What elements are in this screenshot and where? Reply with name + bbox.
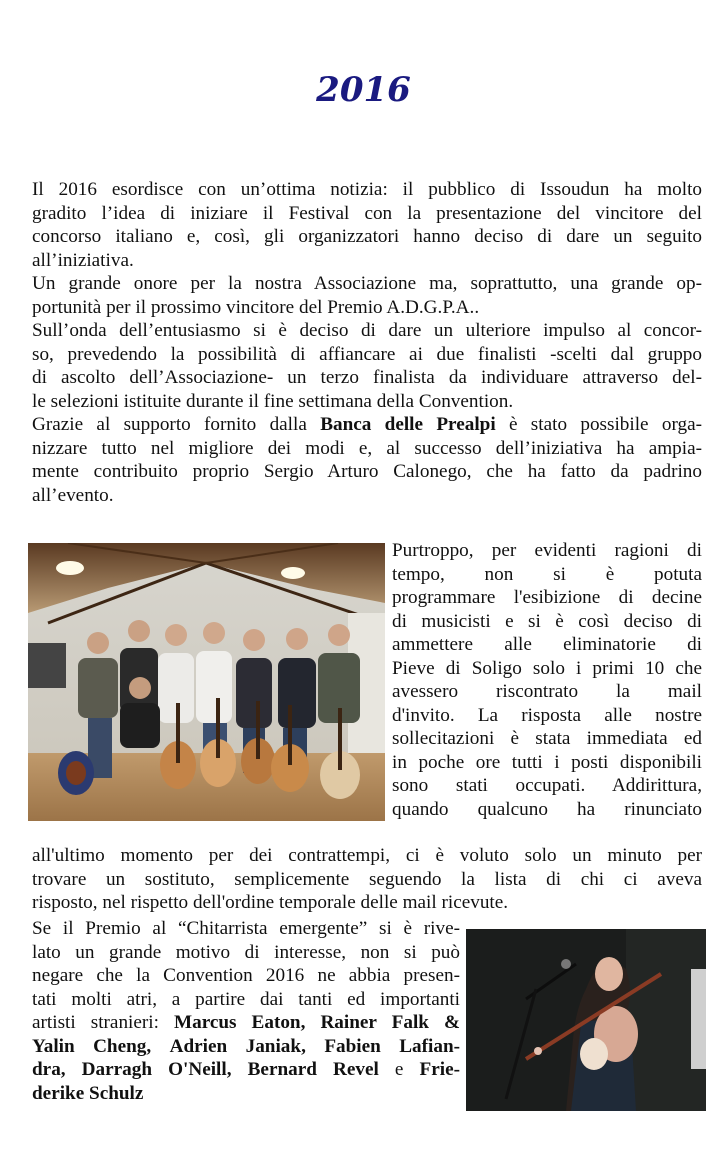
text-line: di ascolto dell’Associazione- un terzo finalista da individuare attraverso del- [32, 367, 702, 388]
group-photo [28, 543, 385, 821]
text-line: sono stati occupati. Addirittura, [392, 775, 702, 796]
paragraph-side [392, 539, 702, 821]
artist-name: Adrien Janiak [169, 1035, 302, 1057]
text-line: avessero riscontrato la mail [392, 681, 702, 702]
text-line: mente contribuito proprio Sergio Arturo Calonego, che ha fatto da padrino [32, 461, 702, 482]
artist-name: Bernard Revel [247, 1059, 379, 1080]
text-run: e [394, 1059, 404, 1080]
text-line: lato un grande motivo di interesse, non si può [32, 941, 460, 963]
paragraph-artists [32, 917, 460, 1105]
text-line: Il 2016 esordisce con un’ottima notizia: il pubblico di Issoudun ha molto [32, 179, 702, 200]
text-line: negare che la Convention 2016 ne abbia presen- [32, 965, 460, 986]
text-line: concorso italiano e, così, gli organizzatori hanno deciso di dare un seguito [32, 226, 702, 247]
performer-photo-image [466, 929, 706, 1111]
separator: , [300, 1012, 306, 1033]
artist-name: Yalin Cheng [32, 1035, 147, 1057]
artist-name: Darragh O'Neill [81, 1059, 227, 1080]
text-line: Sull’onda dell’entusiasmo si è deciso di dare un ulteriore impulso al concor- [32, 320, 702, 341]
text-line: Se il Premio al “Chitarrista emergente” si è rive- [32, 918, 460, 939]
text-line: quando qualcuno ha rinunciato [392, 798, 702, 820]
artist-name: Marcus Eaton [173, 1012, 301, 1033]
text-line: Pieve di Soligo solo i primi 10 che [392, 657, 702, 679]
text-line: so, prevedendo la possibilità di affiancare ai due finalisti -scelti dal gruppo [32, 343, 702, 365]
text-run: è stato possibile orga- [508, 414, 703, 435]
separator: , [60, 1059, 66, 1080]
page-title: 2016 [316, 70, 411, 110]
text-line: d'invito. La risposta alle nostre [392, 704, 702, 726]
text-line [32, 1035, 460, 1059]
artist-name: dra [32, 1059, 61, 1080]
text-line: ammettere alle eliminatorie di [392, 634, 702, 655]
artist-name: derike Schulz [32, 1082, 144, 1104]
text-line: all’iniziativa. [32, 249, 134, 271]
separator: , [146, 1035, 152, 1057]
text-line: sollecitazioni è stata immediata ed [392, 728, 702, 749]
text-line: portunità per il prossimo vincitore del Premio A.D.G.P.A.. [32, 296, 480, 318]
text-line: programmare l'esibizione di decine [392, 587, 702, 608]
text-line: tempo, non si è potuta [392, 563, 702, 585]
text-run: Grazie al supporto fornito dalla [32, 414, 307, 435]
artist-name: Frie- [419, 1059, 461, 1080]
paragraph-continuation [32, 844, 702, 915]
sponsor-name: Banca delle Prealpi [320, 414, 496, 435]
text-line: in poche ore tutti i posti disponibili [392, 751, 702, 773]
text-line: trovare un sostituto, semplicemente seguendo la lista di chi ci aveva [32, 868, 702, 890]
text-line: di musicisti e si è così deciso di [392, 610, 702, 632]
artist-name: Rainer Falk & [320, 1012, 460, 1033]
text-line: le selezioni istituite durante il fine settimana della Convention. [32, 390, 514, 412]
paragraph-intro [32, 178, 702, 507]
text-line: nizzare tutto nel migliore dei modi e, al successo dell’iniziativa ha ampia- [32, 437, 702, 459]
text-line [32, 1082, 460, 1106]
performer-photo [466, 929, 706, 1111]
artist-name: Fabien Lafian- [324, 1035, 461, 1057]
text-line [32, 1058, 460, 1082]
group-photo-image [28, 543, 385, 821]
text-line: all'ultimo momento per dei contrattempi, ci è voluto solo un minuto per [32, 845, 702, 866]
text-line: gradito l’idea di iniziare il Festival con la presentazione del vincitore del [32, 202, 702, 224]
separator: , [301, 1035, 306, 1057]
text-line: tati molti atri, a partire dai tanti ed importanti [32, 988, 460, 1010]
text-line [32, 413, 702, 437]
text-line: risposto, nel rispetto dell'ordine temporale delle mail ricevute. [32, 892, 509, 913]
text-line [32, 1011, 460, 1035]
text-line: Purtroppo, per evidenti ragioni di [392, 540, 702, 561]
text-line: all’evento. [32, 484, 114, 506]
text-run: artisti stranieri: [32, 1012, 159, 1033]
text-line: Un grande onore per la nostra Associazione ma, soprattutto, una grande op- [32, 273, 702, 294]
separator: , [226, 1059, 232, 1080]
